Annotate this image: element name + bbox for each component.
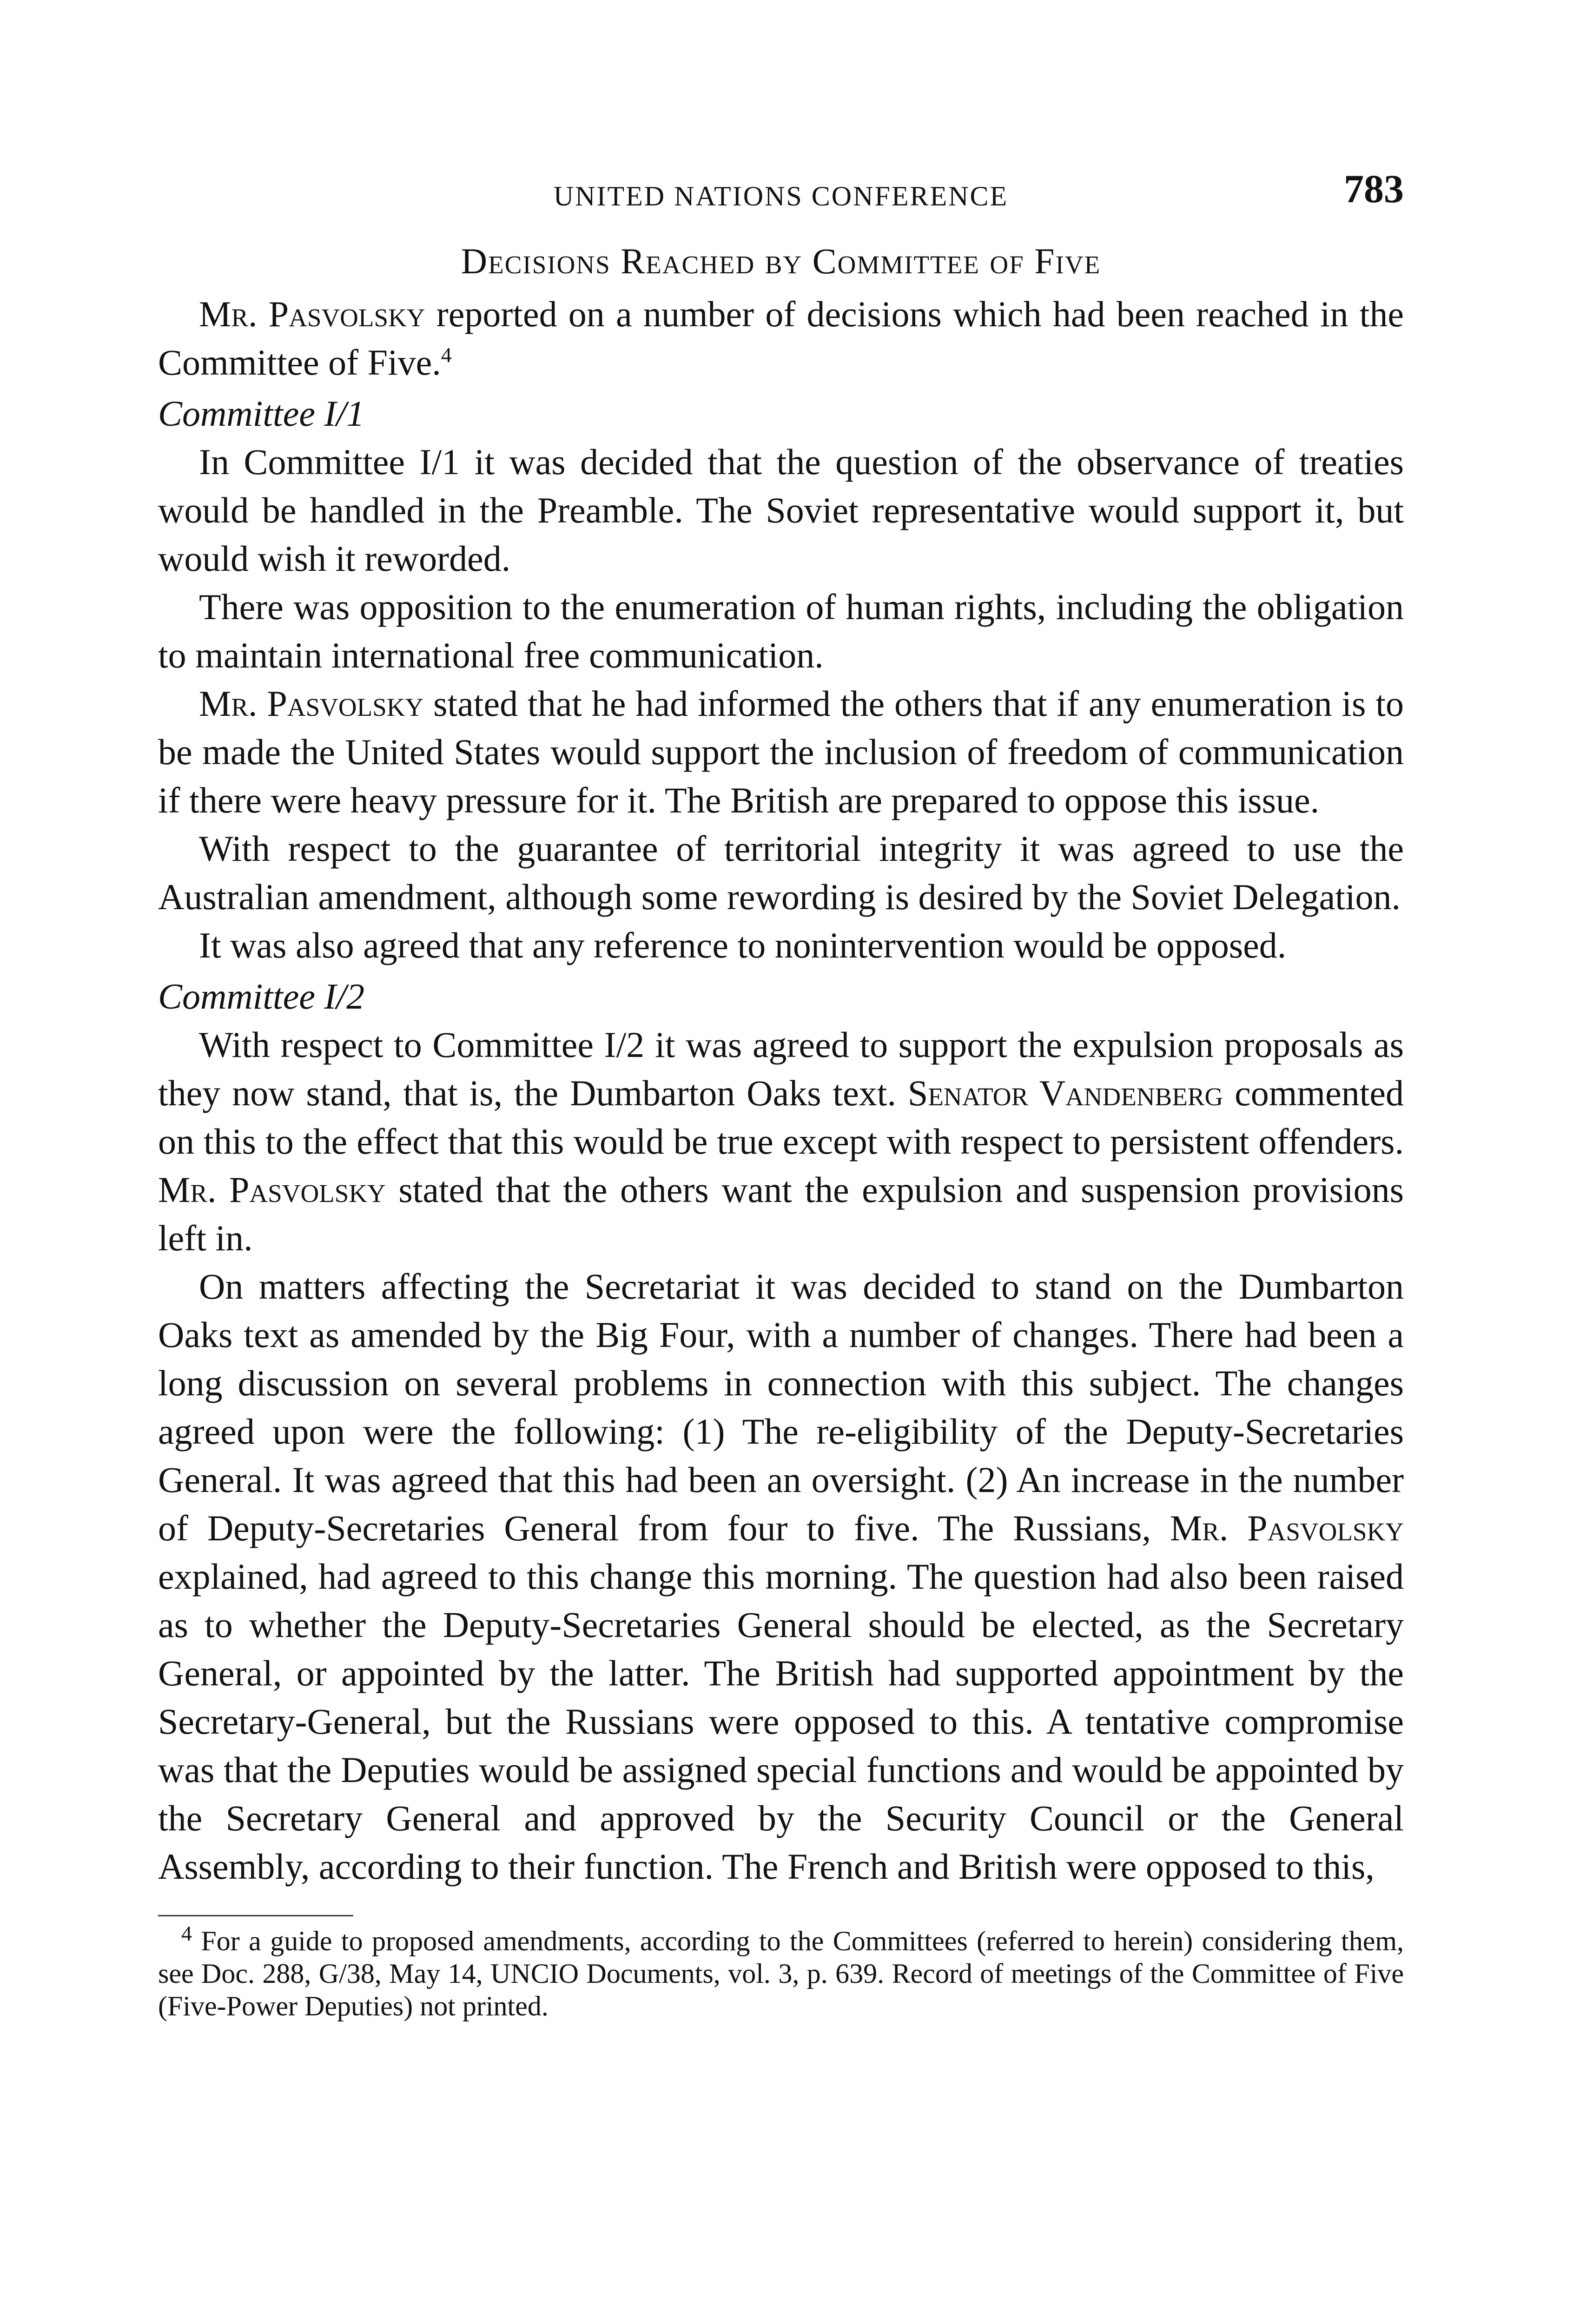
footnote-text: For a guide to proposed amendments, according to the Committees (referred to herein) considering them, see Doc. 288, G/38, May 14, UNCIO Documents, vol. 3, p. 639. Record of meetings of the Committee of Five (Five-Power Deputies) not printed. <box>158 1926 1404 2021</box>
speaker-name: Mr. Pasvolsky <box>199 294 425 334</box>
paragraph-3: There was opposition to the enumeration of human rights, including the obligation to maintain international free communication. <box>158 587 1404 675</box>
speaker-name: Mr. Pasvolsky <box>1170 1508 1404 1548</box>
footnote-marker: 4 <box>181 1921 192 1945</box>
speaker-name: Mr. Pasvolsky <box>199 683 424 724</box>
subheading-committee-1-1: Committee I/1 <box>158 393 365 434</box>
section-heading: Decisions Reached by Committee of Five <box>461 241 1101 281</box>
paragraph-2: In Committee I/1 it was decided that the question of the observance of treaties would be handled in the Preamble. The Soviet representative would support it, but would wish it reworded. <box>158 442 1404 579</box>
footnote-divider <box>158 1915 353 1916</box>
paragraph-text: reported on a number of decisions which had been reached in the Committee of Five. <box>158 294 1404 383</box>
paragraph-8 <box>158 1262 1404 1891</box>
page-number: 783 <box>1344 166 1404 211</box>
paragraph-5: With respect to the guarantee of territorial integrity it was agreed to use the Australian amendment, although some rewording is desired by the Soviet Delegation. <box>158 828 1404 917</box>
document-page <box>158 167 1404 2022</box>
paragraph-text: commented on this to the effect that this would be true except with respect to persistent offenders. <box>158 1073 1404 1162</box>
paragraph-text: stated that the others want the expulsion and suspension provisions left in. <box>158 1169 1404 1258</box>
paragraph-text: On matters affecting the Secretariat it was decided to stand on the Dumbarton Oaks text as amended by the Big Four, with a number of changes. There had been a long discussion on several problems in connection with this subject. The changes agreed upon were the following: (1) The re-eligibility of the Deputy-Secretaries General. It was agreed that this had been an oversight. (2) An increase in the number of Deputy-Secretaries General from four to five. The Russians, <box>158 1266 1404 1548</box>
footnotes <box>158 1921 1404 2022</box>
subheading-committee-1-2: Committee I/2 <box>158 976 365 1017</box>
paragraph-text: explained, had agreed to this change this morning. The question had also been raised as to whether the Deputy-Secretaries General should be elected, as the Secretary General, or appointed by the latter. The British had supported appointment by the Secretary-General, but the Russians were opposed to this. A tentative compromise was that the Deputies would be assigned special functions and would be appointed by the Secretary General and approved by the Security Council or the General Assembly, according to their function. The French and British were opposed to this, <box>158 1556 1404 1887</box>
paragraph-7 <box>158 1021 1404 1262</box>
running-title: UNITED NATIONS CONFERENCE <box>553 181 1009 211</box>
paragraph-text: stated that he had informed the others that if any enumeration is to be made the United States would support the inclusion of freedom of communication if there were heavy pressure for it. The British are prepared to oppose this issue. <box>158 683 1404 820</box>
running-head <box>158 167 1404 218</box>
speaker-name: Mr. Pasvolsky <box>158 1169 386 1210</box>
paragraph-1 <box>158 290 1404 387</box>
footnote-4 <box>158 1921 1404 2022</box>
paragraph-6: It was also agreed that any reference to nonintervention would be opposed. <box>199 925 1287 965</box>
paragraph-4 <box>158 680 1404 825</box>
footnote-reference: 4 <box>441 343 452 367</box>
paragraph-text: With respect to Committee I/2 it was agreed to support the expulsion proposals as they now stand, that is, the Dumbarton Oaks text. <box>158 1024 1404 1113</box>
speaker-name: Senator Vandenberg <box>907 1073 1223 1113</box>
